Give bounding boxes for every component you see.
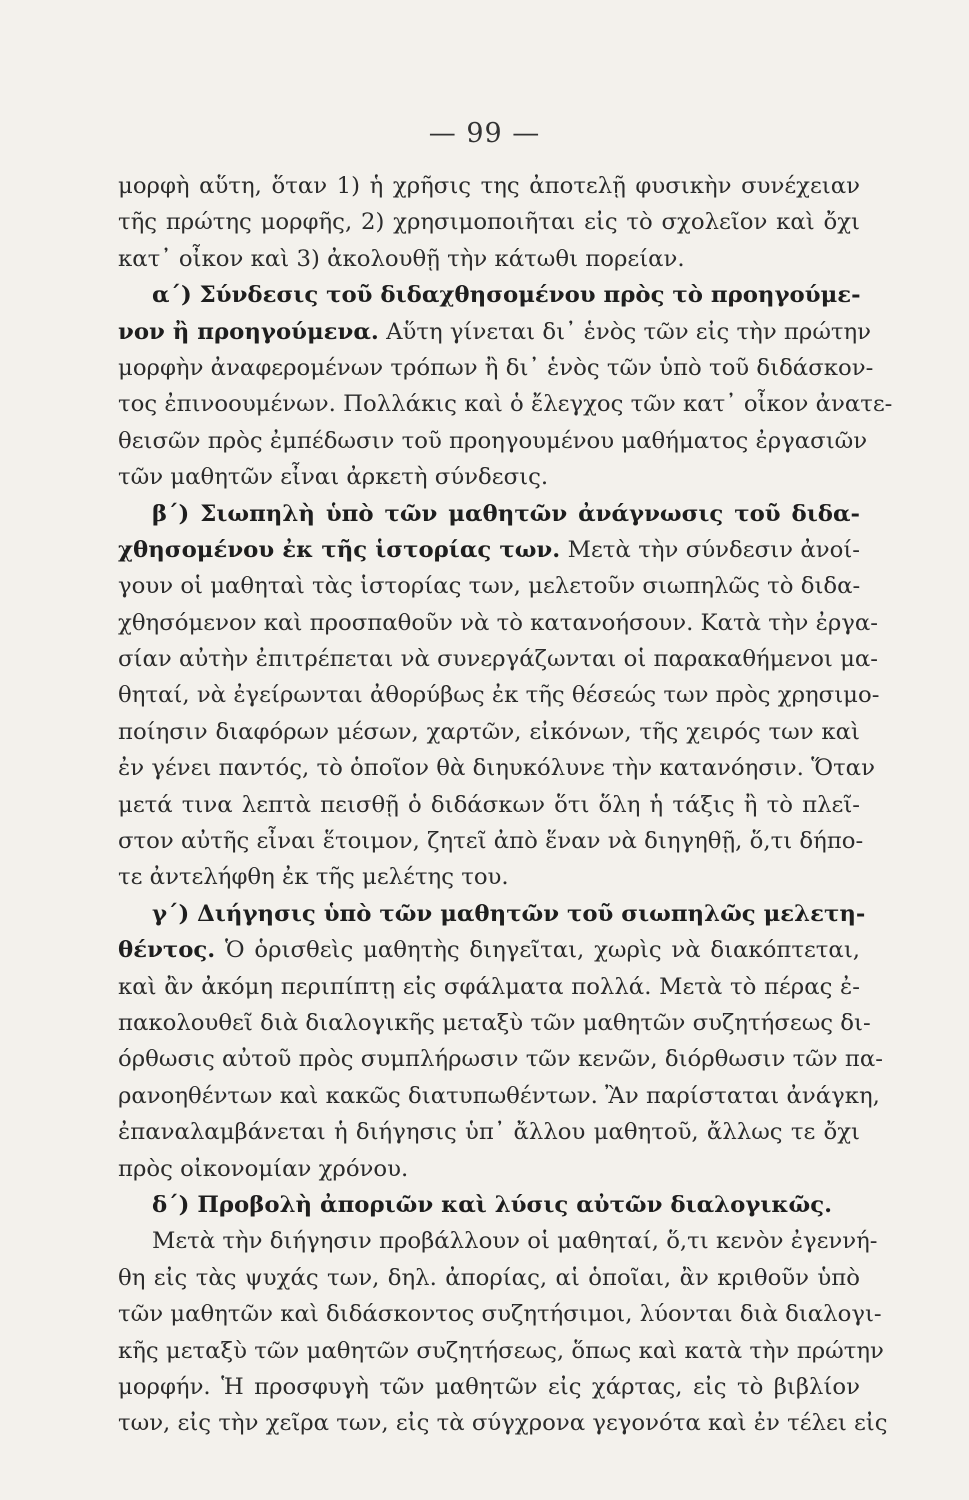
- text-line: [118, 459, 860, 495]
- body-text: πρὸς οἰκονομίαν χρόνου.: [118, 1155, 409, 1182]
- body-text: τῆς πρώτης μορφῆς, 2) χρησιμοποιῆται εἰς τὸ σχολεῖον καὶ ὄχι: [118, 209, 860, 236]
- text-line: [118, 750, 875, 786]
- text-line: [118, 241, 860, 277]
- body-text: θεισῶν πρὸς ἐμπέδωσιν τοῦ προηγουμένου μαθήματος ἐργασιῶν: [118, 427, 868, 454]
- body-text: σίαν αὐτὴν ἐπιτρέπεται νὰ συνεργάζωνται οἱ παρακαθήμενοι μα-: [118, 646, 879, 673]
- section-heading: δ΄) Προβολὴ ἀποριῶν καὶ λύσις αὐτῶν διαλογικῶς.: [152, 1191, 833, 1218]
- page-text: [118, 168, 893, 1442]
- text-line: [118, 314, 872, 350]
- body-text: μορφὴ αὕτη, ὅταν 1) ἡ χρῆσις της ἀποτελῇ φυσικὴν συνέχειαν: [118, 173, 860, 199]
- text-line: [118, 568, 860, 604]
- text-line: [118, 1405, 888, 1441]
- body-text: μορφὴν ἀναφερομένων τρόπων ἢ δι᾽ ἑνὸς τῶν ὑπὸ τοῦ διδάσκον-: [118, 354, 874, 381]
- text-line: [118, 677, 880, 713]
- section-heading: νον ἢ προηγούμενα.: [118, 318, 379, 345]
- body-text: γουν οἱ μαθηταὶ τὰς ἱστορίας των, μελετοῦν σιωπηλῶς τὸ διδα-: [118, 573, 861, 600]
- body-text: ποίησιν διαφόρων μέσων, χαρτῶν, εἰκόνων, τῆς χειρός των καὶ: [118, 718, 860, 745]
- body-text: των, εἰς τὴν χεῖρα των, εἰς τὰ σύγχρονα γεγονότα καὶ ἐν τέλει εἰς: [118, 1410, 888, 1437]
- section-heading: β΄) Σιωπηλὴ ὑπὸ τῶν μαθητῶν ἀνάγνωσις τοῦ διδα-: [152, 500, 860, 527]
- section-heading: γ΄) Διήγησις ὑπὸ τῶν μαθητῶν τοῦ σιωπηλῶς μελετη-: [152, 900, 866, 927]
- body-text: τε ἀντελήφθη ἐκ τῆς μελέτης του.: [118, 864, 509, 891]
- text-line: [118, 496, 860, 532]
- body-text: ἐπαναλαμβάνεται ἡ διήγησις ὑπ᾽ ἄλλου μαθητοῦ, ἄλλως τε ὄχι: [118, 1119, 860, 1146]
- text-line: [118, 1041, 883, 1077]
- text-line: [118, 969, 860, 1005]
- text-line: [118, 714, 860, 750]
- text-line: [118, 896, 866, 932]
- text-line: [118, 932, 860, 968]
- section-heading: χθησομένου ἐκ τῆς ἱστορίας των.: [118, 536, 561, 563]
- text-line: [118, 1005, 871, 1041]
- text-line: [118, 1223, 878, 1259]
- body-text: Μετὰ τὴν διήγησιν προβάλλουν οἱ μαθηταί, ὅ,τι κενὸν ἐγεννή-: [152, 1228, 878, 1255]
- body-text: θη εἰς τὰς ψυχάς των, δηλ. ἀπορίας, αἱ ὁποῖαι, ἂν κριθοῦν ὑπὸ: [118, 1264, 860, 1291]
- text-line: [118, 787, 860, 823]
- body-text: ἐν γένει παντός, τὸ ὁποῖον θὰ διηυκόλυνε τὴν κατανόησιν. Ὅταν: [118, 755, 875, 782]
- text-line: [118, 1187, 860, 1223]
- body-text: Μετὰ τὴν σύνδεσιν ἀνοί-: [560, 536, 860, 563]
- section-heading: α΄) Σύνδεσις τοῦ διδαχθησομένου πρὸς τὸ προηγούμε-: [152, 282, 861, 309]
- body-text: χθησόμενον καὶ προσπαθοῦν νὰ τὸ κατανοήσουν. Κατὰ τὴν ἐργα-: [118, 609, 878, 636]
- text-line: [118, 1296, 882, 1332]
- body-text: κατ᾽ οἶκον καὶ 3) ἀκολουθῇ τὴν κάτωθι πορείαν.: [118, 245, 685, 272]
- text-line: [118, 277, 860, 313]
- body-text: τῶν μαθητῶν καὶ διδάσκοντος συζητήσιμοι, λύονται διὰ διαλογι-: [118, 1301, 882, 1328]
- text-line: [118, 823, 864, 859]
- body-text: μορφήν. Ἡ προσφυγὴ τῶν μαθητῶν εἰς χάρτας, εἰς τὸ βιβλίον: [118, 1373, 860, 1400]
- text-line: [118, 386, 893, 422]
- text-line: [118, 859, 860, 895]
- text-line: [118, 641, 879, 677]
- body-text: πακολουθεῖ διὰ διαλογικῆς μεταξὺ τῶν μαθητῶν συζητήσεως δι-: [118, 1009, 871, 1036]
- body-text: καὶ ἂν ἀκόμη περιπίπτῃ εἰς σφάλματα πολλά. Μετὰ τὸ πέρας ἐ-: [118, 973, 860, 1000]
- body-text: μετά τινα λεπτὰ πεισθῇ ὁ διδάσκων ὅτι ὅλη ἡ τάξις ἢ τὸ πλεῖ-: [118, 791, 860, 818]
- body-text: όρθωσις αὐτοῦ πρὸς συμπλήρωσιν τῶν κενῶν, διόρθωσιν τῶν πα-: [118, 1046, 883, 1073]
- text-line: [118, 532, 860, 568]
- text-line: [118, 204, 860, 240]
- text-line: [118, 168, 860, 204]
- body-text: στον αὐτῆς εἶναι ἕτοιμον, ζητεῖ ἀπὸ ἕναν νὰ διηγηθῇ, ὅ,τι δήπο-: [118, 828, 864, 855]
- body-text: Αὕτη γίνεται δι᾽ ἑνὸς τῶν εἰς τὴν πρώτην: [378, 318, 872, 345]
- text-line: [118, 423, 868, 459]
- body-text: ρανοηθέντων καὶ κακῶς διατυπωθέντων. Ἂν παρίσταται ἀνάγκη,: [118, 1082, 880, 1109]
- text-line: [118, 1333, 884, 1369]
- text-line: [118, 1078, 880, 1114]
- body-text: τῶν μαθητῶν εἶναι ἀρκετὴ σύνδεσις.: [118, 464, 549, 491]
- text-line: [118, 350, 874, 386]
- section-heading: θέντος.: [118, 937, 216, 964]
- text-line: [118, 1260, 860, 1296]
- text-line: [118, 1114, 860, 1150]
- body-text: θηταί, νὰ ἐγείρωνται ἀθορύβως ἐκ τῆς θέσεώς των πρὸς χρησιμο-: [118, 682, 880, 709]
- text-line: [118, 1369, 860, 1405]
- body-text: Ὁ ὁρισθεὶς μαθητὴς διηγεῖται, χωρὶς νὰ διακόπτεται,: [215, 937, 860, 964]
- text-line: [118, 1151, 860, 1187]
- page-number: — 99 —: [428, 118, 541, 149]
- text-line: [118, 605, 878, 641]
- body-text: κῆς μεταξὺ τῶν μαθητῶν συζητήσεως, ὅπως καὶ κατὰ τὴν πρώτην: [118, 1337, 884, 1364]
- body-text: τος ἐπινοουμένων. Πολλάκις καὶ ὁ ἔλεγχος τῶν κατ᾽ οἶκον ἀνατε-: [118, 391, 893, 418]
